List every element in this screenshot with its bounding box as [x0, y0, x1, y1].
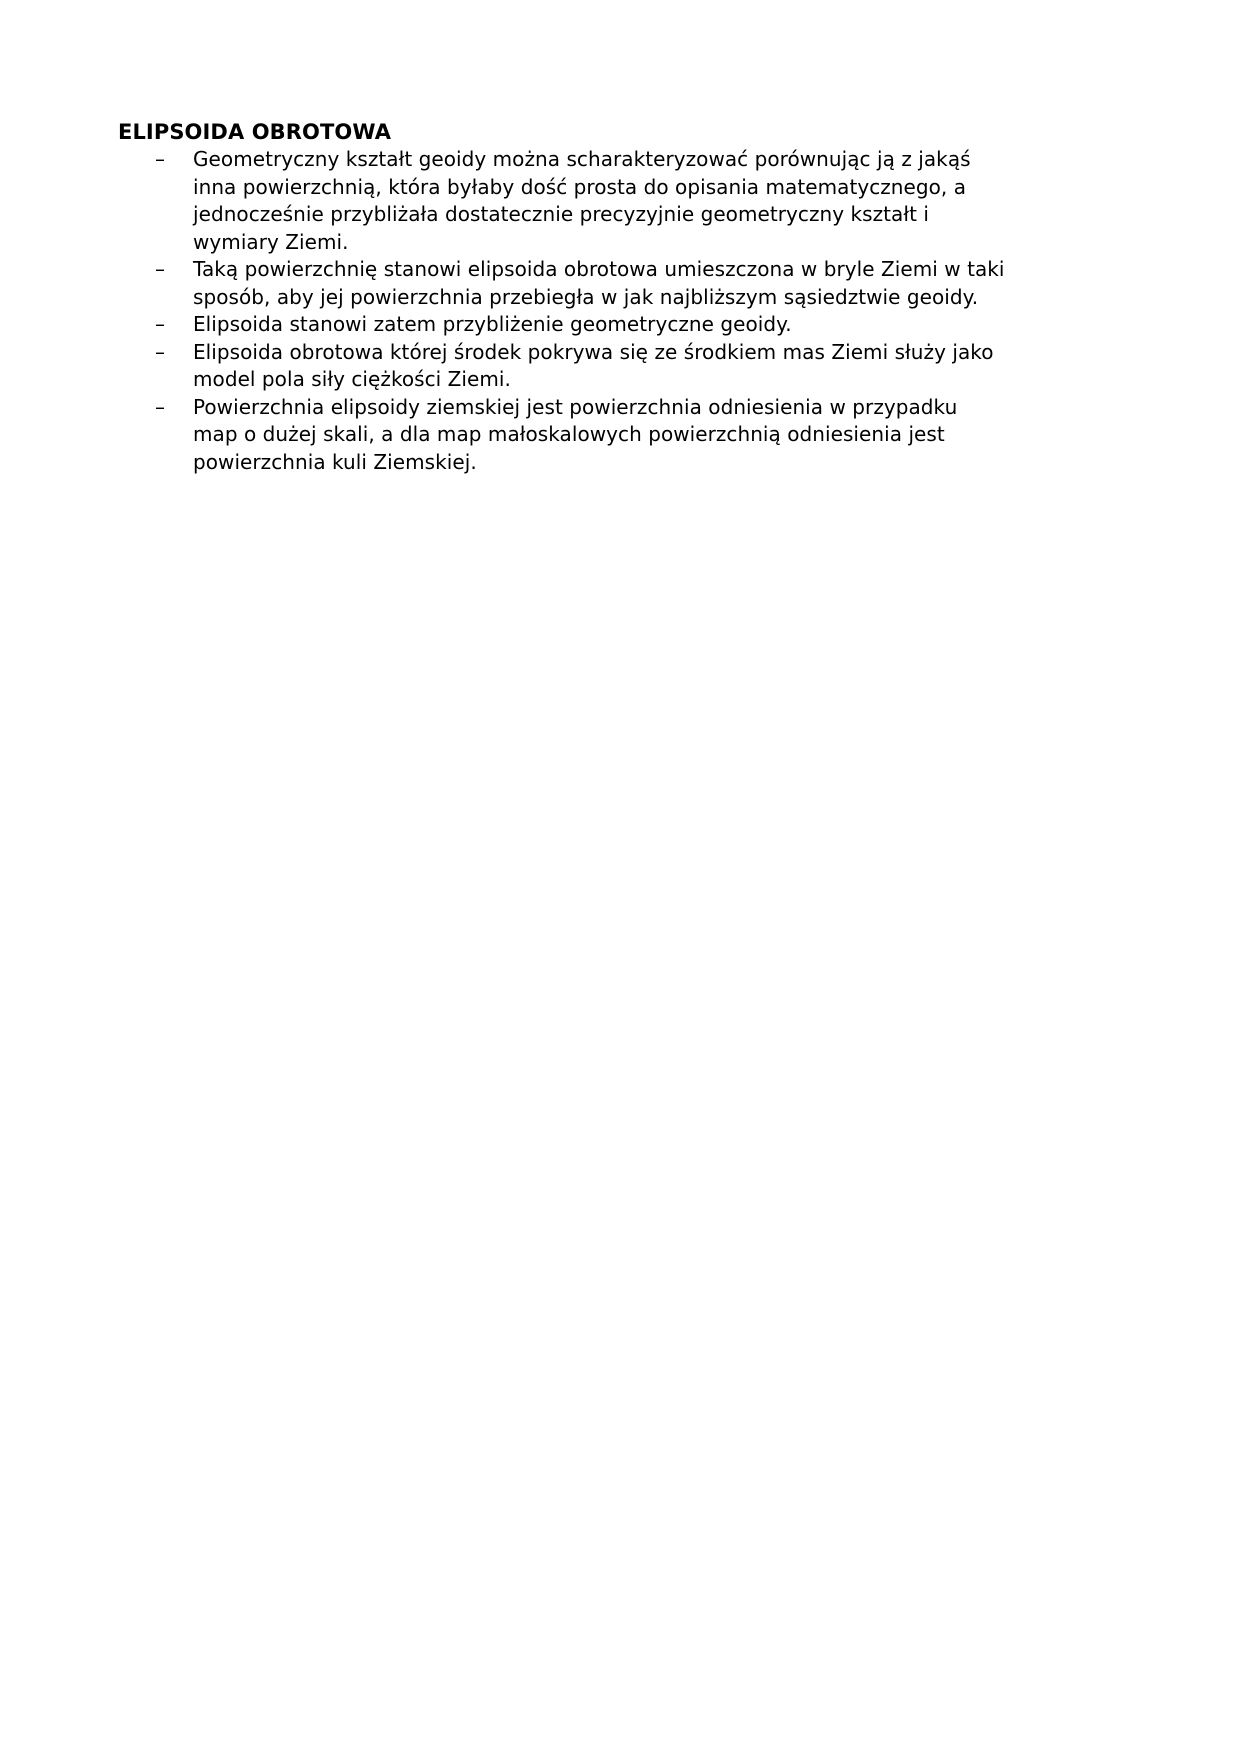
bullet-list: [118, 146, 1123, 476]
list-item-line: model pola siły ciężkości Ziemi.: [193, 367, 511, 391]
list-item-line: Geometryczny kształt geoidy można scharakteryzować porównując ją z jakąś: [193, 147, 971, 171]
dash-bullet-icon: –: [155, 394, 166, 419]
dash-bullet-icon: –: [155, 312, 166, 336]
document-content: [118, 118, 1123, 476]
dash-bullet-icon: –: [155, 339, 166, 364]
list-item-line: sposób, aby jej powierzchnia przebiegła w jak najbliższym sąsiedztwie geoidy.: [193, 284, 979, 309]
list-item: [118, 394, 1123, 477]
list-item-line: Elipsoida stanowi zatem przybliżenie geometryczne geoidy.: [193, 312, 792, 336]
list-item-line: wymiary Ziemi.: [193, 229, 349, 254]
list-item-line: jednocześnie przybliżała dostatecznie precyzyjnie geometryczny kształt i: [193, 202, 930, 226]
list-item: [118, 311, 1123, 339]
document-title: ELIPSOIDA OBROTOWA: [118, 120, 392, 144]
list-item-line: Elipsoida obrotowa której środek pokrywa się ze środkiem mas Ziemi służy jako: [193, 339, 994, 364]
list-item-line: Taką powierzchnię stanowi elipsoida obrotowa umieszczona w bryle Ziemi w taki: [193, 257, 1005, 281]
list-item: [118, 256, 1123, 311]
dash-bullet-icon: –: [155, 257, 166, 281]
list-item-line: powierzchnia kuli Ziemskiej.: [193, 449, 477, 474]
list-item: [118, 339, 1123, 394]
list-item-line: inna powierzchnią, która byłaby dość prosta do opisania matematycznego, a: [193, 174, 967, 199]
dash-bullet-icon: –: [155, 147, 166, 171]
list-item-line: Powierzchnia elipsoidy ziemskiej jest powierzchnia odniesienia w przypadku: [193, 394, 958, 419]
list-item: [118, 146, 1123, 256]
list-item-line: map o dużej skali, a dla map małoskalowych powierzchnią odniesienia jest: [193, 422, 945, 446]
